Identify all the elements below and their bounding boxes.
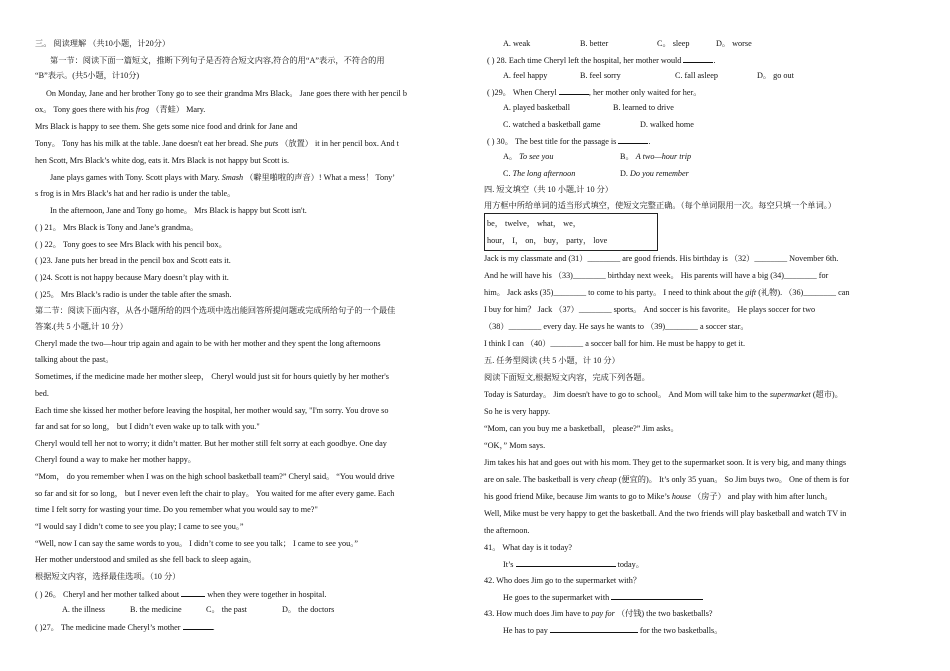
answer-blank[interactable] (550, 624, 638, 633)
q29-option-a[interactable]: A. played basketball (503, 103, 571, 112)
q30-option-c[interactable]: C. The long afternoon (503, 169, 576, 178)
passage-line: Each time she kissed her mother before leaving the hospital, her mother would say, "I'm sorry. You drove so (35, 406, 389, 415)
section-5-instructions: 阅读下面短文,根据短文内容，完成下列各题。 (484, 373, 650, 382)
cloze-line: I buy for him？ Jack （37）________ sports。 And soccer is his favorite。 He plays soccer for two (484, 305, 816, 314)
answer-blank[interactable] (516, 558, 616, 567)
question-30: ( ) 30。 The best title for the passage is . (487, 137, 651, 146)
cloze-line: （38）________ every day. He says he wants to （39)________ a soccer star。 (484, 322, 749, 331)
passage-line: Cheryl would tell her not to worry; it didn’t matter. But her mother still felt sorry at each goodbye. One day (35, 439, 387, 448)
story-line: Mrs Black is happy to see them. She gets some nice food and drink for Jane and (35, 122, 298, 131)
cloze-line: Jack is my classmate and (31）________ are good friends. His birthday is （32）________ November 6th. (484, 254, 839, 263)
passage-line: “I would say I didn’t come to see you play; I came to see you。” (35, 522, 244, 531)
answer-blank[interactable] (183, 621, 213, 630)
task-line: the afternoon. (484, 526, 530, 535)
story-line: s frog is in Mrs Black’s hat and her radio is under the table。 (35, 189, 236, 198)
cloze-line: And he will have his （33)________ birthday next week。 His parents will have a big (34)________ for (484, 271, 829, 280)
question-41: 41。 What day is it today? (484, 543, 572, 552)
passage-line: Her mother understood and smiled as she fell back to sleep again。 (35, 555, 257, 564)
q26-option-a[interactable]: A. the illness (62, 605, 105, 614)
q30-option-d[interactable]: D. Do you remember (620, 169, 689, 178)
story-line: Jane plays games with Tony. Scott plays with Mary. Smash （噼里啪啦的声音）! What a mess！ Tony’ (50, 173, 395, 182)
cloze-line: I think I can （40）________ a soccer ball for him. He must be happy to get it. (484, 339, 746, 348)
word-box-row: hour， I， on， buy， party， love (487, 236, 608, 245)
section-3-title: 三。 阅读理解 （共10小题，计20分） (35, 39, 171, 48)
task-line: So he is very happy. (484, 407, 551, 416)
q26-option-b[interactable]: B. the medicine (130, 605, 182, 614)
section-4-instructions: 用方框中所给单词的适当形式填空，使短文完整正确。（每个单词限用一次。每空只填一个单词。） (484, 201, 837, 210)
q28-option-a[interactable]: A. feel happy (503, 71, 548, 80)
tf-question-23: ( )23. Jane puts her bread in the pencil box and Scott eats it. (35, 256, 231, 265)
question-42: 42. Who does Jim go to the supermarket with？ (484, 576, 641, 585)
q29-option-b[interactable]: B. learned to drive (613, 103, 674, 112)
word-box (484, 213, 658, 251)
task-line: Well, Mike must be very happy to get the basketball. And the two friends will play basketball and watch TV in (484, 509, 847, 518)
tf-question-21: ( ) 21。 Mrs Black is Tony and Jane’s grandma。 (35, 223, 199, 232)
answer-41: It’s today。 (503, 560, 644, 569)
passage-line: talking about the past。 (35, 355, 114, 364)
q27-option-d[interactable]: D。 worse (716, 39, 752, 48)
part1-instructions-2: “B”表示。(共5小题，计10分) (35, 71, 140, 80)
story-line: hen Scott, Mrs Black’s white dog, eats it. Mrs Black is not happy but Scott is. (35, 156, 290, 165)
part2-instructions-2: 答案.(共 5 小题,计 10 分） (35, 322, 128, 331)
passage-line: time I felt sorry for wasting your time. Do you remember what you would say to me?" (35, 505, 318, 514)
task-line: “OK，” Mom says. (484, 441, 546, 450)
answer-43: He has to pay for the two basketballs。 (503, 626, 723, 635)
question-26: ( ) 26。 Cheryl and her mother talked about when they were together in hospital. (35, 590, 327, 599)
q28-option-d[interactable]: D。 go out (757, 71, 794, 80)
q29-option-c[interactable]: C. watched a basketball game (503, 120, 601, 129)
passage-line: so far and sit for so long， but I never even left the chair to play。 You waited for me after every game. Each (35, 489, 395, 498)
section-5-title: 五. 任务型阅读 (共 5 小题，计 10 分） (484, 356, 620, 365)
answer-blank[interactable] (181, 588, 205, 597)
section-4-title: 四. 短文填空（共 10 小题,计 10 分） (484, 185, 613, 194)
story-line: ox。 Tony goes there with his frog （青蛙） Mary. (35, 105, 206, 114)
q30-option-a[interactable]: A。 To see you (503, 152, 554, 161)
mc-instructions: 根据短文内容，选择最佳选项。（10 分） (35, 572, 181, 581)
answer-blank[interactable] (618, 135, 648, 144)
task-line: his good friend Mike, because Jim wants to go to Mike’s house （房子） and play with him after lunch。 (484, 492, 833, 501)
task-line: Today is Saturday。 Jim doesn't have to go to school。 And Mom will take him to the supermarket (超市)。 (484, 390, 843, 399)
passage-line: Cheryl found a way to make her mother happy。 (35, 455, 196, 464)
answer-blank[interactable] (611, 591, 703, 600)
cloze-line: him。 Jack asks (35)________ to come to his party。 I need to think about the gift (礼物). （36)________ can (484, 288, 850, 297)
q28-option-b[interactable]: B. feel sorry (580, 71, 621, 80)
q27-option-c[interactable]: C。 sleep (657, 39, 690, 48)
story-line: In the afternoon, Jane and Tony go home。 Mrs Black is happy but Scott isn't. (50, 206, 307, 215)
passage-line: “Well, now I can say the same words to you。 I didn’t come to see you talk； I came to see you。” (35, 539, 358, 548)
tf-question-24: ( )24. Scott is not happy because Mary doesn’t play with it. (35, 273, 229, 282)
task-line: are on sale. The basketball is very cheap (便宜的)。 It’s only 35 yuan。 So Jim buys two。 One of them is for (484, 475, 850, 484)
q26-option-c[interactable]: C。 the past (206, 605, 247, 614)
task-line: Jim takes his hat and goes out with his mom. They get to the supermarket soon. It is very big, and many things (484, 458, 847, 467)
tf-question-22: ( ) 22。 Tony goes to see Mrs Black with his pencil box。 (35, 240, 227, 249)
question-28: ( ) 28. Each time Cheryl left the hospital, her mother would . (487, 56, 716, 65)
q28-option-c[interactable]: C. fall asleep (675, 71, 718, 80)
question-29: ( )29。 When Cheryl , her mother only waited for her。 (487, 88, 702, 97)
part2-instructions: 第二节：阅读下面内容，从各小题所给的四个选项中选出能回答所提问题或完成所给句子的一个最佳 (35, 306, 396, 315)
q26-option-d[interactable]: D。 the doctors (282, 605, 335, 614)
story-line: On Monday, Jane and her brother Tony go to see their grandma Mrs Black。 Jane goes there with her pencil b (46, 89, 407, 98)
passage-line: Cheryl made the two—hour trip again and again to be with her mother and they spent the long afternoons (35, 339, 381, 348)
q30-option-b[interactable]: B。 A two—hour trip (620, 152, 692, 161)
q27-option-b[interactable]: B. better (580, 39, 609, 48)
passage-line: bed. (35, 389, 49, 398)
answer-blank[interactable] (683, 54, 713, 63)
question-27: ( )27。 The medicine made Cheryl’s mother . (35, 623, 215, 632)
tf-question-25: ( )25。 Mrs Black’s radio is under the table after the smash. (35, 290, 232, 299)
q27-option-a[interactable]: A. weak (503, 39, 531, 48)
answer-42: He goes to the supermarket with (503, 591, 703, 603)
story-line: Tony。 Tony has his milk at the table. Jane doesn't eat her bread. She puts （放置） it in her pencil box. And t (35, 139, 399, 148)
passage-line: “Mom， do you remember when I was on the high school basketball team?” Cheryl said。 “You would drive (35, 472, 395, 481)
question-43: 43. How much does Jim have to pay for （付钱) the two basketballs? (484, 609, 713, 618)
answer-blank[interactable] (559, 86, 589, 95)
passage-line: far and sat for so long， but I didn’t even wake up to talk with you." (35, 422, 260, 431)
word-box-row: be， twelve， what， we， (487, 219, 581, 228)
task-line: “Mom, can you buy me a basketball， please?” Jim asks。 (484, 424, 679, 433)
part1-instructions: 第一节：阅读下面一篇短文，推断下列句子是否符合短文内容,符合的用“A”表示，不符合的用 (50, 56, 385, 65)
q29-option-d[interactable]: D. walked home (640, 120, 694, 129)
passage-line: Sometimes, if the medicine made her mother sleep， Cheryl would just sit for hours quietly by her mother's (35, 372, 389, 381)
